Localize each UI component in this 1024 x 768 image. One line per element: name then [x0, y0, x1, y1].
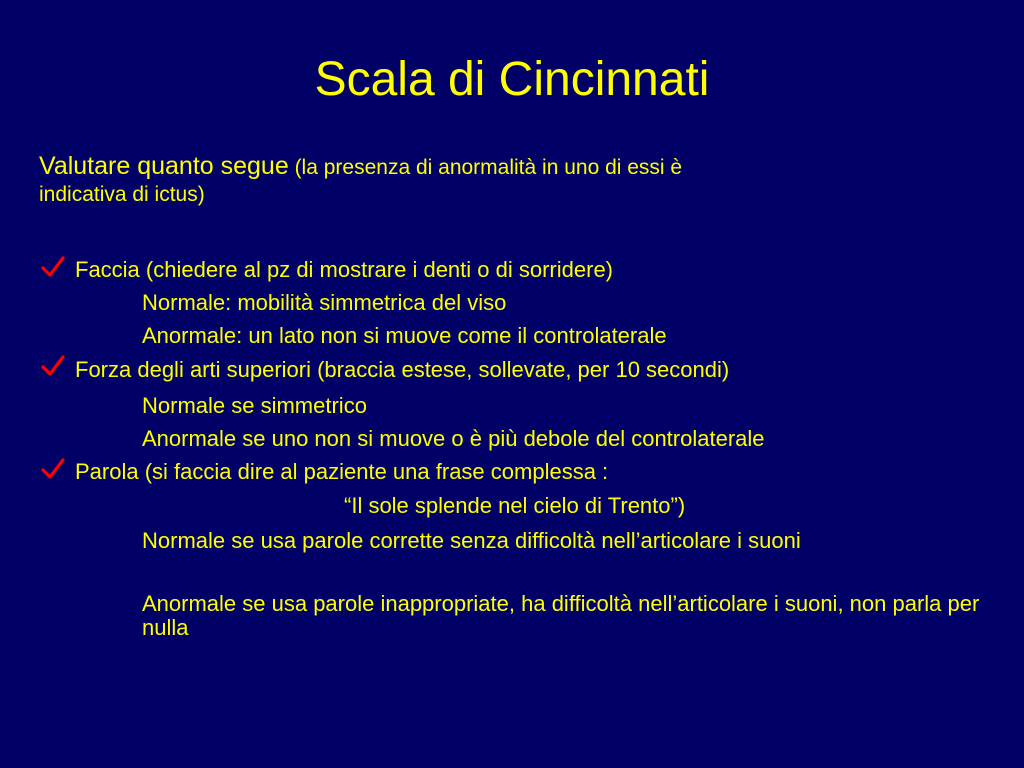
- intro-lead: Valutare quanto segue: [39, 152, 289, 180]
- parola-phrase: “Il sole splende nel cielo di Trento”): [344, 493, 686, 518]
- forza-abnormal: Anormale se uno non si muove o è più debole del controlaterale: [142, 426, 765, 451]
- bullet-item-faccia: Faccia (chiedere al pz di mostrare i denti o di sorridere): [75, 257, 614, 282]
- parola-normal: Normale se usa parole corrette senza difficoltà nell’articolare i suoni: [142, 528, 801, 553]
- forza-normal: Normale se simmetrico: [142, 393, 367, 418]
- bullet-item-parola: Parola (si faccia dire al paziente una frase complessa :: [75, 459, 609, 484]
- slide-title: Scala di Cincinnati: [314, 53, 710, 106]
- faccia-normal: Normale: mobilità simmetrica del viso: [142, 290, 507, 315]
- check-icon: [40, 456, 66, 482]
- intro-text: [39, 152, 979, 208]
- bullet-item-forza: Forza degli arti superiori (braccia estese, sollevate, per 10 secondi): [75, 357, 730, 382]
- intro-paren-continued: indicativa di ictus): [39, 183, 205, 206]
- intro-paren: (la presenza di anormalità in uno di essi è: [288, 156, 683, 179]
- faccia-abnormal: Anormale: un lato non si muove come il controlaterale: [142, 323, 667, 348]
- parola-abnormal: Anormale se usa parole inappropriate, ha difficoltà nell’articolare i suoni, non parla per nulla: [142, 591, 980, 640]
- check-icon: [40, 353, 66, 379]
- check-icon: [40, 254, 66, 280]
